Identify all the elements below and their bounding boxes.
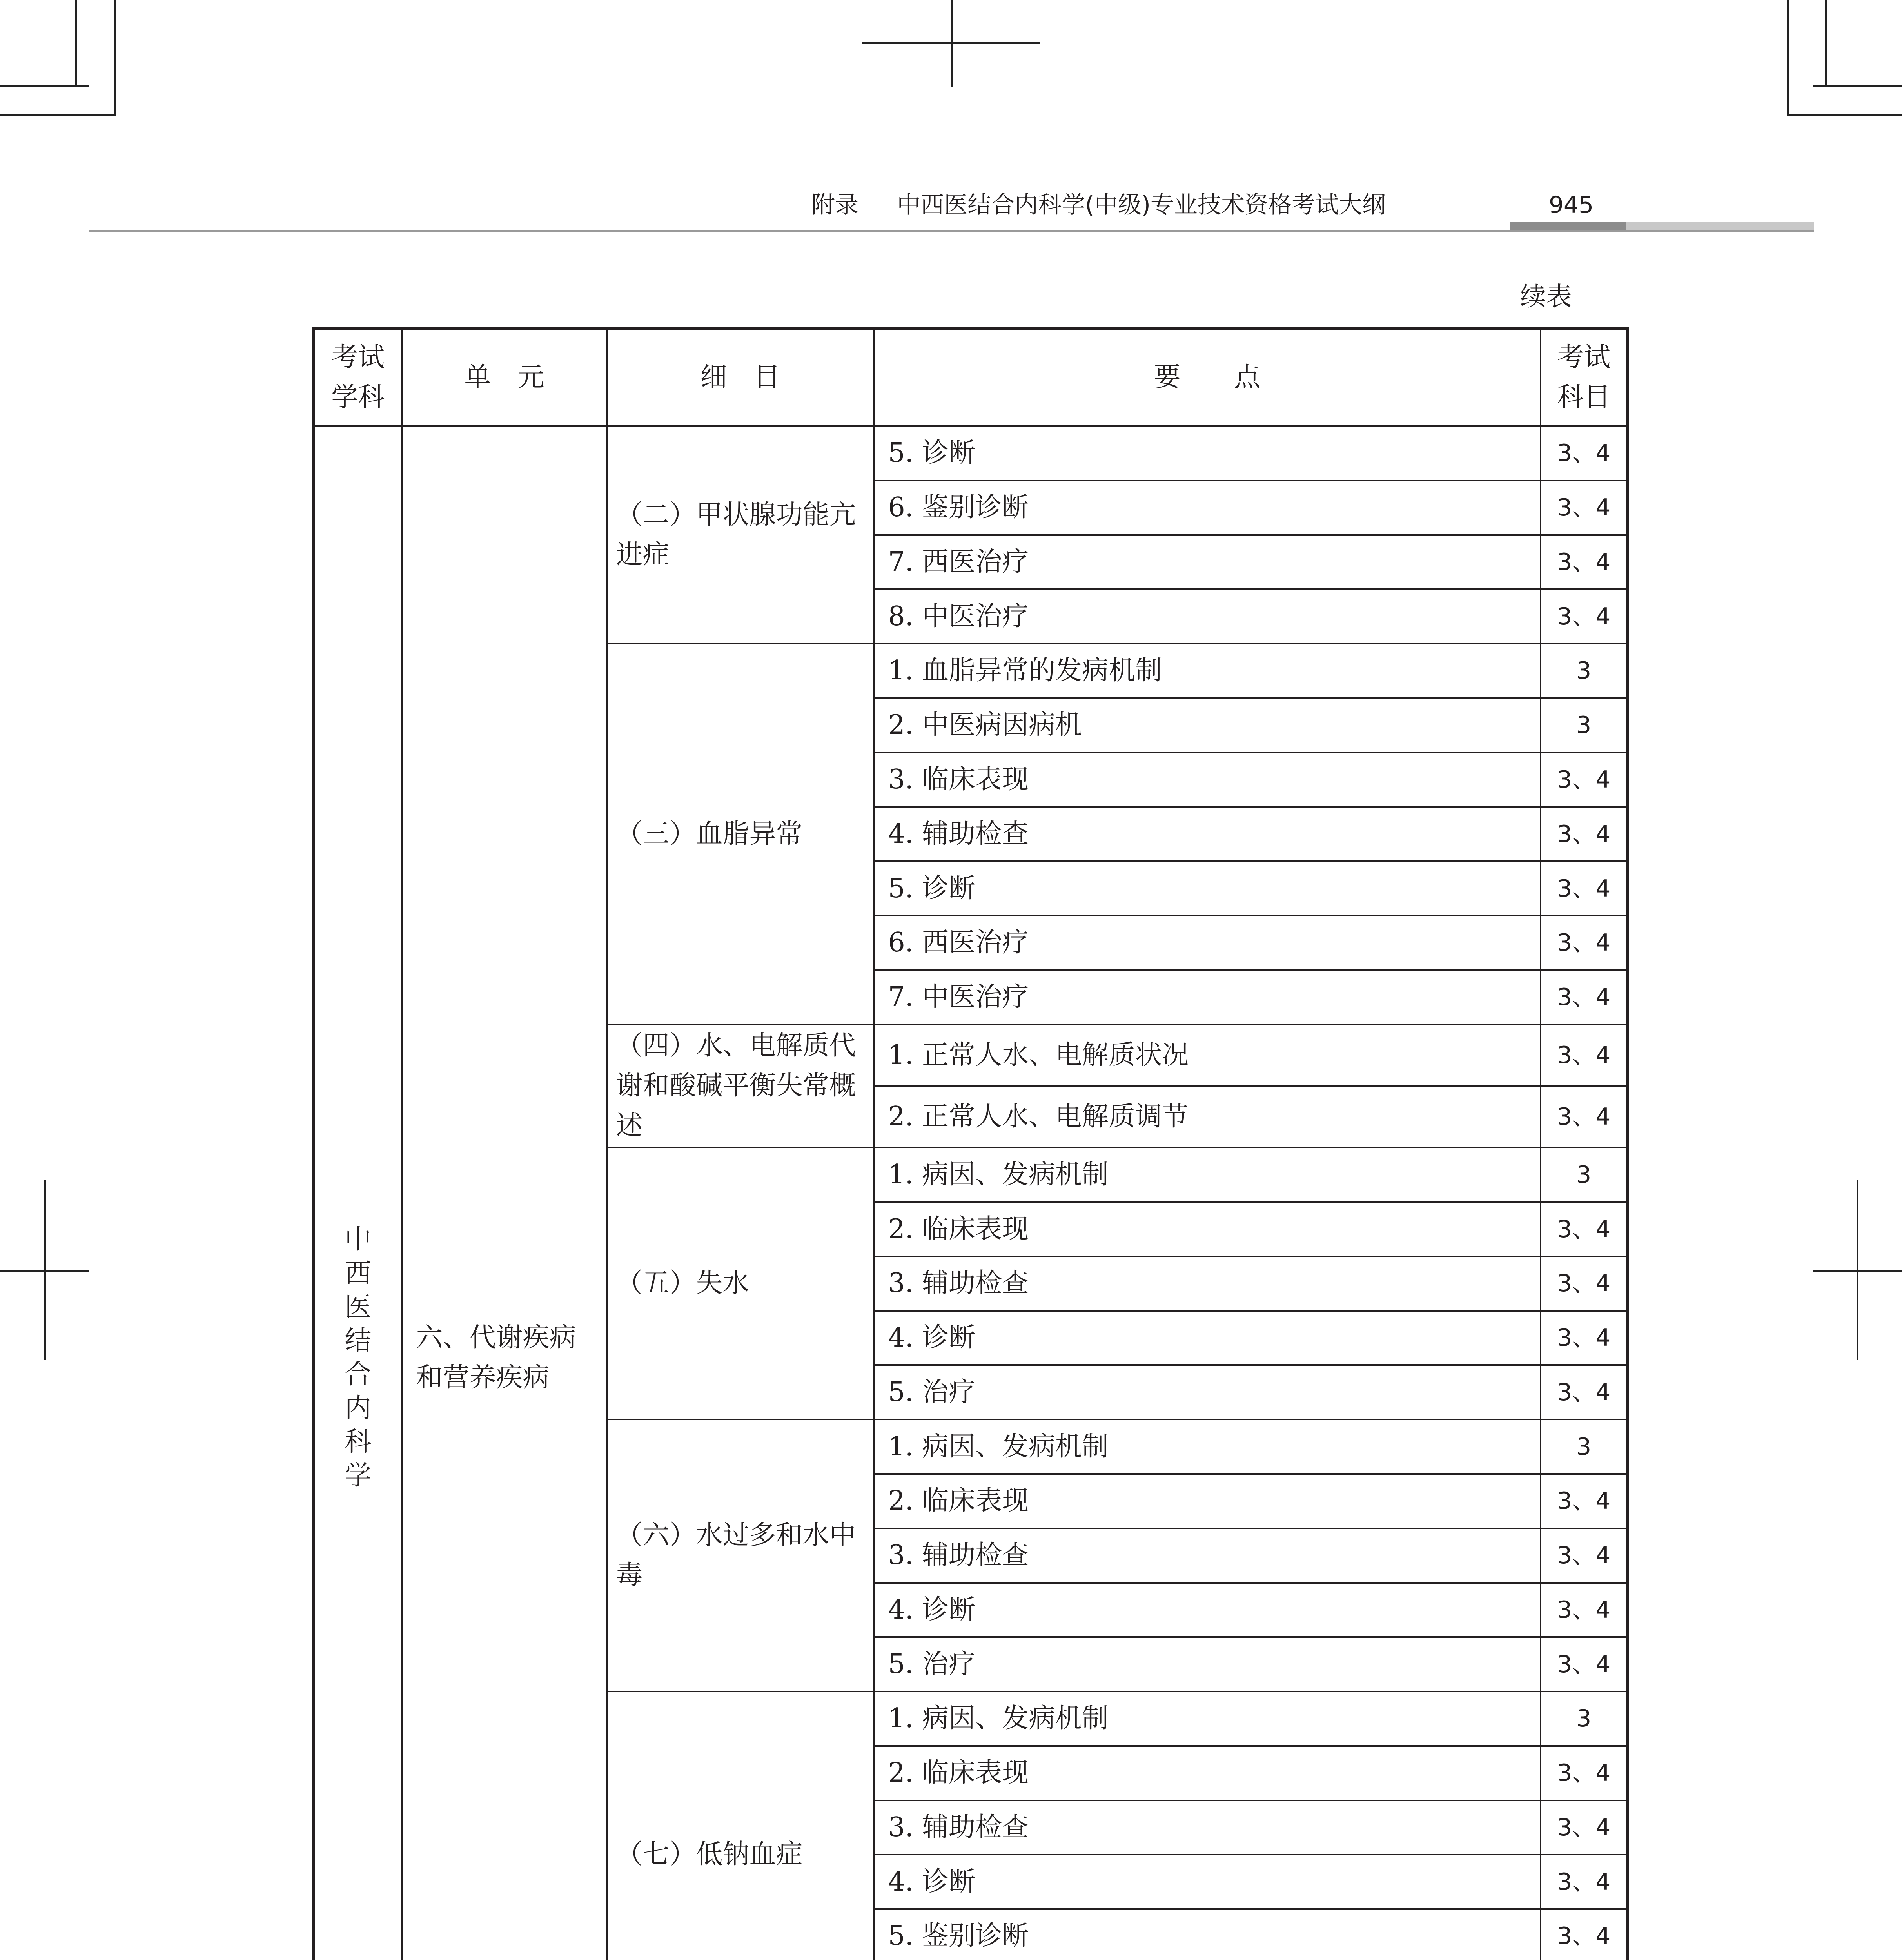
table-header-row [314, 328, 1628, 426]
level-cell: 3、4 [1541, 481, 1628, 535]
level-cell: 3、4 [1541, 916, 1628, 970]
crop-mark [951, 0, 953, 87]
page-number: 945 [1548, 191, 1594, 219]
point-cell: 2. 临床表现 [874, 1746, 1541, 1800]
point-cell: 1. 病因、发病机制 [874, 1419, 1541, 1474]
level-cell: 3、4 [1541, 861, 1628, 916]
point-cell: 1. 病因、发病机制 [874, 1147, 1541, 1202]
point-cell: 3. 辅助检查 [874, 1528, 1541, 1583]
detail-cell: （四）水、电解质代谢和酸碱平衡失常概述 [607, 1024, 874, 1147]
crop-mark [1857, 1180, 1858, 1360]
level-cell: 3 [1541, 644, 1628, 698]
crop-mark [1825, 0, 1827, 85]
level-cell: 3 [1541, 1691, 1628, 1746]
point-cell: 1. 血脂异常的发病机制 [874, 644, 1541, 698]
point-cell: 6. 西医治疗 [874, 916, 1541, 970]
level-cell: 3、4 [1541, 1583, 1628, 1637]
point-cell: 5. 治疗 [874, 1637, 1541, 1691]
table-body [314, 426, 1628, 1960]
col-header-point: 要 点 [874, 328, 1541, 426]
detail-cell: （三）血脂异常 [607, 644, 874, 1024]
level-cell: 3、4 [1541, 1365, 1628, 1419]
level-cell: 3、4 [1541, 1202, 1628, 1256]
level-cell: 3、4 [1541, 1800, 1628, 1855]
point-cell: 2. 临床表现 [874, 1202, 1541, 1256]
syllabus-table-container [312, 327, 1626, 1960]
header-rule [89, 230, 1814, 232]
point-cell: 2. 正常人水、电解质调节 [874, 1086, 1541, 1147]
level-cell: 3、4 [1541, 1024, 1628, 1086]
detail-cell: （五）失水 [607, 1147, 874, 1419]
subject-cell [314, 426, 402, 1960]
detail-cell: （二）甲状腺功能亢进症 [607, 426, 874, 644]
point-cell: 1. 病因、发病机制 [874, 1691, 1541, 1746]
point-cell: 5. 诊断 [874, 861, 1541, 916]
level-cell: 3、4 [1541, 1637, 1628, 1691]
point-cell: 5. 鉴别诊断 [874, 1909, 1541, 1960]
level-cell: 3、4 [1541, 807, 1628, 861]
level-cell: 3、4 [1541, 1528, 1628, 1583]
point-cell: 6. 鉴别诊断 [874, 481, 1541, 535]
crop-mark [1787, 114, 1902, 116]
level-cell: 3、4 [1541, 535, 1628, 590]
syllabus-table [312, 327, 1629, 1960]
crop-mark [44, 1180, 46, 1360]
point-cell: 3. 临床表现 [874, 753, 1541, 807]
level-cell: 3 [1541, 698, 1628, 753]
level-cell: 3 [1541, 1147, 1628, 1202]
point-cell: 1. 正常人水、电解质状况 [874, 1024, 1541, 1086]
point-cell: 4. 辅助检查 [874, 807, 1541, 861]
col-header-level: 考试科目 [1541, 328, 1628, 426]
point-cell: 2. 中医病因病机 [874, 698, 1541, 753]
level-cell: 3、4 [1541, 1086, 1628, 1147]
level-cell: 3、4 [1541, 1746, 1628, 1800]
point-cell: 2. 临床表现 [874, 1474, 1541, 1528]
header-accent-bar [1510, 222, 1626, 230]
level-cell: 3、4 [1541, 1855, 1628, 1909]
crop-mark [1813, 85, 1902, 87]
continued-label: 续表 [1520, 281, 1572, 312]
crop-mark [0, 114, 116, 116]
point-cell: 7. 中医治疗 [874, 970, 1541, 1025]
unit-cell: 六、代谢疾病和营养疾病 [402, 426, 607, 1960]
point-cell: 7. 西医治疗 [874, 535, 1541, 590]
point-cell: 5. 诊断 [874, 426, 1541, 481]
running-header [811, 187, 1386, 223]
level-cell: 3、4 [1541, 1474, 1628, 1528]
point-cell: 4. 诊断 [874, 1311, 1541, 1365]
table-row [314, 426, 1628, 481]
subject-text: 中西医结合内科学 [345, 1224, 372, 1491]
col-header-subject: 考试学科 [314, 328, 402, 426]
level-cell: 3 [1541, 1419, 1628, 1474]
crop-mark [0, 85, 89, 87]
level-cell: 3、4 [1541, 1909, 1628, 1960]
level-cell: 3、4 [1541, 1311, 1628, 1365]
point-cell: 4. 诊断 [874, 1855, 1541, 1909]
header-title: 中西医结合内科学(中级)专业技术资格考试大纲 [897, 191, 1386, 219]
level-cell: 3、4 [1541, 426, 1628, 481]
header-accent-bar-light [1626, 222, 1814, 230]
point-cell: 5. 治疗 [874, 1365, 1541, 1419]
detail-cell: （六）水过多和水中毒 [607, 1419, 874, 1691]
crop-mark [114, 0, 116, 114]
level-cell: 3、4 [1541, 753, 1628, 807]
point-cell: 4. 诊断 [874, 1583, 1541, 1637]
crop-mark [1787, 0, 1789, 114]
appendix-label: 附录 [811, 191, 858, 219]
col-header-unit: 单 元 [402, 328, 607, 426]
point-cell: 3. 辅助检查 [874, 1256, 1541, 1311]
point-cell: 3. 辅助检查 [874, 1800, 1541, 1855]
crop-mark [75, 0, 77, 85]
level-cell: 3、4 [1541, 589, 1628, 644]
point-cell: 8. 中医治疗 [874, 589, 1541, 644]
col-header-detail: 细 目 [607, 328, 874, 426]
level-cell: 3、4 [1541, 970, 1628, 1025]
detail-cell: （七）低钠血症 [607, 1691, 874, 1960]
level-cell: 3、4 [1541, 1256, 1628, 1311]
